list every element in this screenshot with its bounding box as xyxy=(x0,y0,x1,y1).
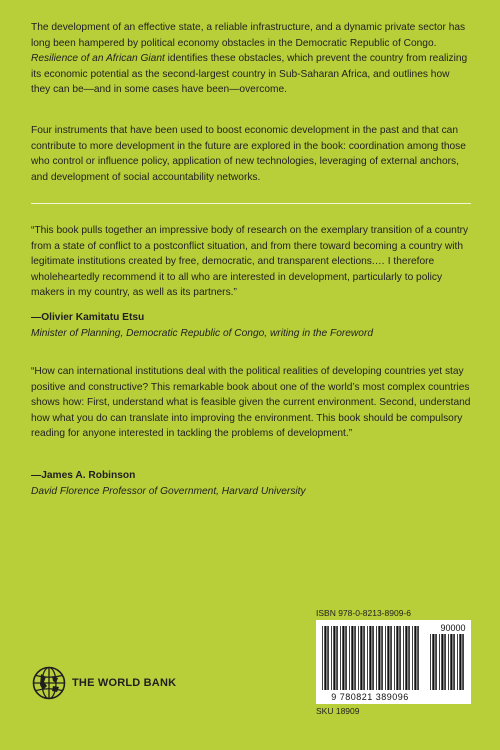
barcode-bar xyxy=(331,626,332,690)
barcode-bar xyxy=(399,626,401,690)
barcode-bar xyxy=(405,626,407,690)
barcode-bar xyxy=(390,626,392,690)
barcode-bar xyxy=(378,626,380,690)
barcode-bar xyxy=(376,626,377,690)
barcode-bar xyxy=(340,626,341,690)
barcode-bar xyxy=(453,634,455,690)
publisher-name: THE WORLD BANK xyxy=(72,677,177,689)
barcode-bar xyxy=(351,626,353,690)
barcode-bar xyxy=(417,626,419,690)
barcode-bar xyxy=(324,626,326,690)
barcode-digits: 9 780821 389096 xyxy=(331,692,409,702)
barcode-bar xyxy=(387,626,389,690)
barcode-bar xyxy=(412,626,413,690)
barcode-bar xyxy=(363,626,365,690)
barcode-bar xyxy=(444,634,446,690)
barcode-bar xyxy=(457,634,458,690)
price-code: 90000 xyxy=(440,623,466,633)
barcode-bar xyxy=(430,634,431,690)
barcode-bar xyxy=(369,626,371,690)
description-paragraph-1 xyxy=(31,20,471,98)
endorsement-quote-2: “How can international institutions deal with the political realities of developing countries yet stay positive and constructive? This remarkable book about one of the world’s most complex countries shows how: First, understand what is feasible given the current environment. Second, understand how what you do can translate into improving the environment. This book should be compulsory reading for anyone interested in tackling the problems of development.” xyxy=(31,366,471,440)
para1-text-a: The development of an effective state, a reliable infrastructure, and a dynamic private sector has long been hampered by political economy obstacles in the Democratic Republic of Congo. xyxy=(31,22,466,49)
barcode-bar xyxy=(435,634,437,690)
barcode-bar xyxy=(349,626,350,690)
barcode-bar xyxy=(354,626,356,690)
barcode-bar xyxy=(462,634,464,690)
barcode-bar xyxy=(450,634,452,690)
barcode-block xyxy=(316,608,471,716)
barcode-bar xyxy=(358,626,359,690)
barcode-bar xyxy=(367,626,368,690)
barcode-bar xyxy=(432,634,434,690)
book-title: Resilience of an African Giant xyxy=(31,53,165,65)
barcode-bar xyxy=(439,634,440,690)
endorser-name-1: —Olivier Kamitatu Etsu xyxy=(31,312,145,323)
sku-label: SKU 18909 xyxy=(316,706,360,716)
isbn-label: ISBN 978-0-8213-8909-6 xyxy=(316,608,411,618)
endorser-role-2: David Florence Professor of Government, Harvard University xyxy=(31,485,306,497)
barcode-bar xyxy=(322,626,323,690)
barcode-bar xyxy=(360,626,362,690)
barcode xyxy=(316,620,471,704)
barcode-bar xyxy=(327,626,329,690)
para1-text-b: identifies these obstacles, which prevent the country from realizing its economic potential as the second-largest country in Sub-Saharan Africa, and outlines how they can be—and in some cases have been—overcome. xyxy=(31,53,468,96)
barcode-bar xyxy=(403,626,404,690)
barcode-bar xyxy=(396,626,398,690)
publisher-logo xyxy=(32,666,176,700)
endorser-name-2: —James A. Robinson xyxy=(31,470,136,481)
barcode-bar xyxy=(381,626,383,690)
barcode-bar xyxy=(448,634,449,690)
barcode-bar xyxy=(414,626,416,690)
barcode-bar xyxy=(372,626,374,690)
barcode-graphic xyxy=(318,622,469,702)
barcode-bar xyxy=(336,626,338,690)
barcode-bar xyxy=(342,626,344,690)
globe-icon xyxy=(32,666,66,700)
endorsement-attribution-2 xyxy=(31,468,306,499)
barcode-bar xyxy=(345,626,347,690)
endorsement-quote-1: “This book pulls together an impressive body of research on the exemplary transition of a country from a state of conflict to a postconflict situation, and from there toward becoming a country with legitimate institutions created by free, democratic, and transparent elections.… I therefore wholeheartedly recommend it to all who are interested in development, particularly to policy makers in my country, as well as its partners.” xyxy=(31,225,469,299)
endorsement-attribution-1 xyxy=(31,310,373,341)
barcode-bar xyxy=(441,634,443,690)
barcode-bar xyxy=(459,634,461,690)
endorser-role-1: Minister of Planning, Democratic Republic of Congo, writing in the Foreword xyxy=(31,327,374,339)
divider xyxy=(31,203,471,204)
barcode-bar xyxy=(394,626,395,690)
barcode-bar xyxy=(333,626,335,690)
barcode-bar xyxy=(385,626,386,690)
description-paragraph-2: Four instruments that have been used to boost economic development in the past and that can contribute to more development in the future are explored in the book: coordination among those who control or influence policy, application of new technologies, leveraging of external anchors, and development of social accountability networks. xyxy=(31,125,466,183)
barcode-bar xyxy=(408,626,410,690)
